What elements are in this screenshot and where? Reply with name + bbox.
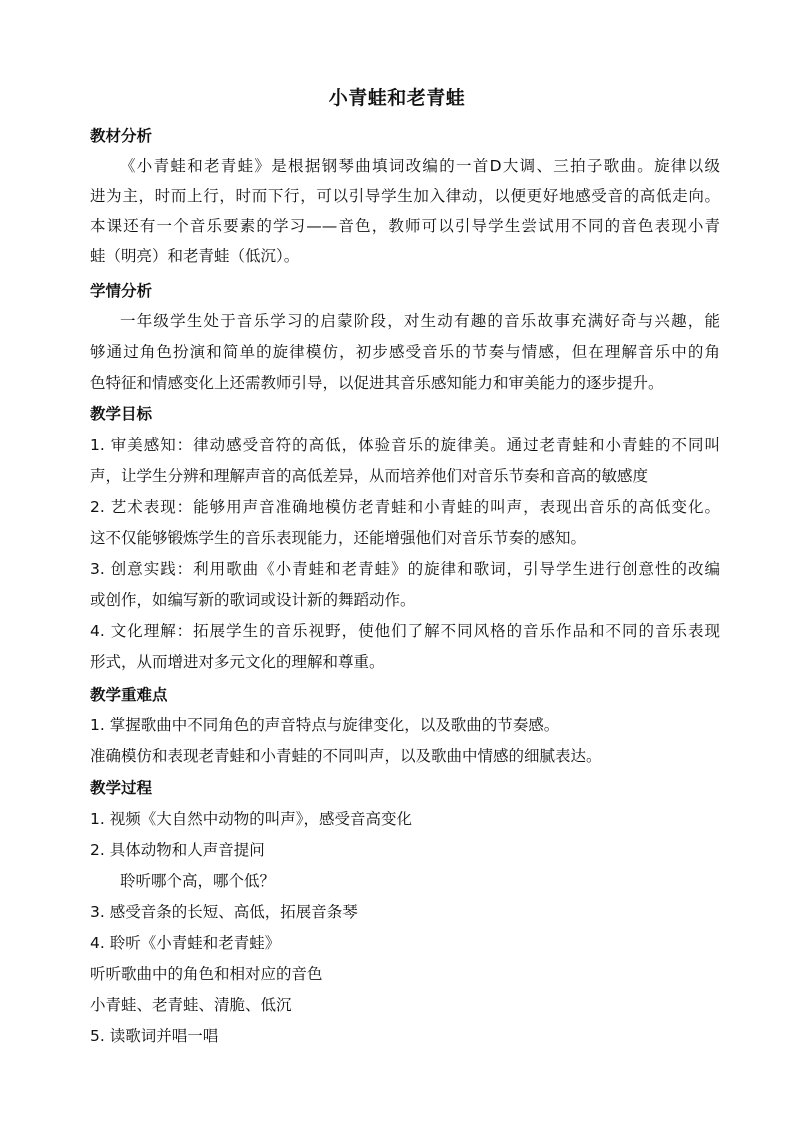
paragraph-line: 蛙（明亮）和老青蛙（低沉）。 — [90, 247, 300, 265]
list-item-line: 4. 聆听《小青蛙和老青蛙》 — [90, 934, 281, 952]
list-item-line: 3. 创意实践：利用歌曲《小青蛙和老青蛙》的旋律和歌词，引导学生进行创意性的改编 — [90, 560, 720, 578]
paragraph-line: 一年级学生处于音乐学习的启蒙阶段，对生动有趣的音乐故事充满好奇与兴趣，能 — [120, 312, 720, 330]
paragraph-line: 本课还有一个音乐要素的学习——音色，教师可以引导学生尝试用不同的音色表现小青 — [90, 217, 720, 235]
list-item-line: 形式，从而增进对多元文化的理解和尊重。 — [90, 653, 385, 671]
section-heading-textbook-analysis: 教材分析 — [90, 127, 153, 145]
list-item-line: 5. 读歌词并唱一唱 — [90, 1027, 219, 1045]
section-heading-teaching-goals: 教学目标 — [90, 405, 153, 423]
list-item-line: 3. 感受音条的长短、高低，拓展音条琴 — [90, 903, 358, 921]
list-item-line: 声，让学生分辨和理解声音的高低差异，从而培养他们对音乐节奏和音高的敏感度 — [90, 467, 649, 485]
list-item-line: 2. 艺术表现：能够用声音准确地模仿老青蛙和小青蛙的叫声，表现出音乐的高低变化。 — [90, 498, 720, 516]
list-item-line: 1. 视频《大自然中动物的叫声》，感受音高变化 — [90, 810, 412, 828]
paragraph-line: 够通过角色扮演和简单的旋律模仿，初步感受音乐的节奏与情感，但在理解音乐中的角 — [90, 343, 720, 361]
paragraph-line: 准确模仿和表现老青蛙和小青蛙的不同叫声，以及歌曲中情感的细腻表达。 — [90, 747, 602, 765]
section-heading-key-points: 教学重难点 — [90, 686, 168, 704]
list-item-line: 2. 具体动物和人声音提问 — [90, 841, 265, 859]
document-title: 小青蛙和老青蛙 — [328, 87, 466, 109]
paragraph-line: 进为主，时而上行，时而下行，可以引导学生加入律动，以便更好地感受音的高低走向。 — [90, 187, 720, 205]
paragraph-line: 听听歌曲中的角色和相对应的音色 — [90, 965, 323, 983]
paragraph-line: 《小青蛙和老青蛙》是根据钢琴曲填词改编的一首D大调、三拍子歌曲。旋律以级 — [120, 157, 720, 175]
list-item-line: 4. 文化理解：拓展学生的音乐视野，使他们了解不同风格的音乐作品和不同的音乐表现 — [90, 622, 720, 640]
list-item-line: 或创作，如编写新的歌词或设计新的舞蹈动作。 — [90, 591, 416, 609]
list-item-line: 这不仅能够锻炼学生的音乐表现能力，还能增强他们对音乐节奏的感知。 — [90, 529, 587, 547]
paragraph-line: 色特征和情感变化上还需教师引导，以促进其音乐感知能力和审美能力的逐步提升。 — [90, 374, 664, 392]
paragraph-line: 小青蛙、老青蛙、清脆、低沉 — [90, 996, 292, 1014]
list-item-line: 聆听哪个高，哪个低？ — [120, 872, 276, 890]
list-item-line: 1. 审美感知：律动感受音符的高低，体验音乐的旋律美。通过老青蛙和小青蛙的不同叫 — [90, 436, 720, 454]
section-heading-student-analysis: 学情分析 — [90, 282, 153, 300]
section-heading-teaching-process: 教学过程 — [90, 779, 153, 797]
list-item-line: 1. 掌握歌曲中不同角色的声音特点与旋律变化，以及歌曲的节奏感。 — [90, 716, 560, 734]
